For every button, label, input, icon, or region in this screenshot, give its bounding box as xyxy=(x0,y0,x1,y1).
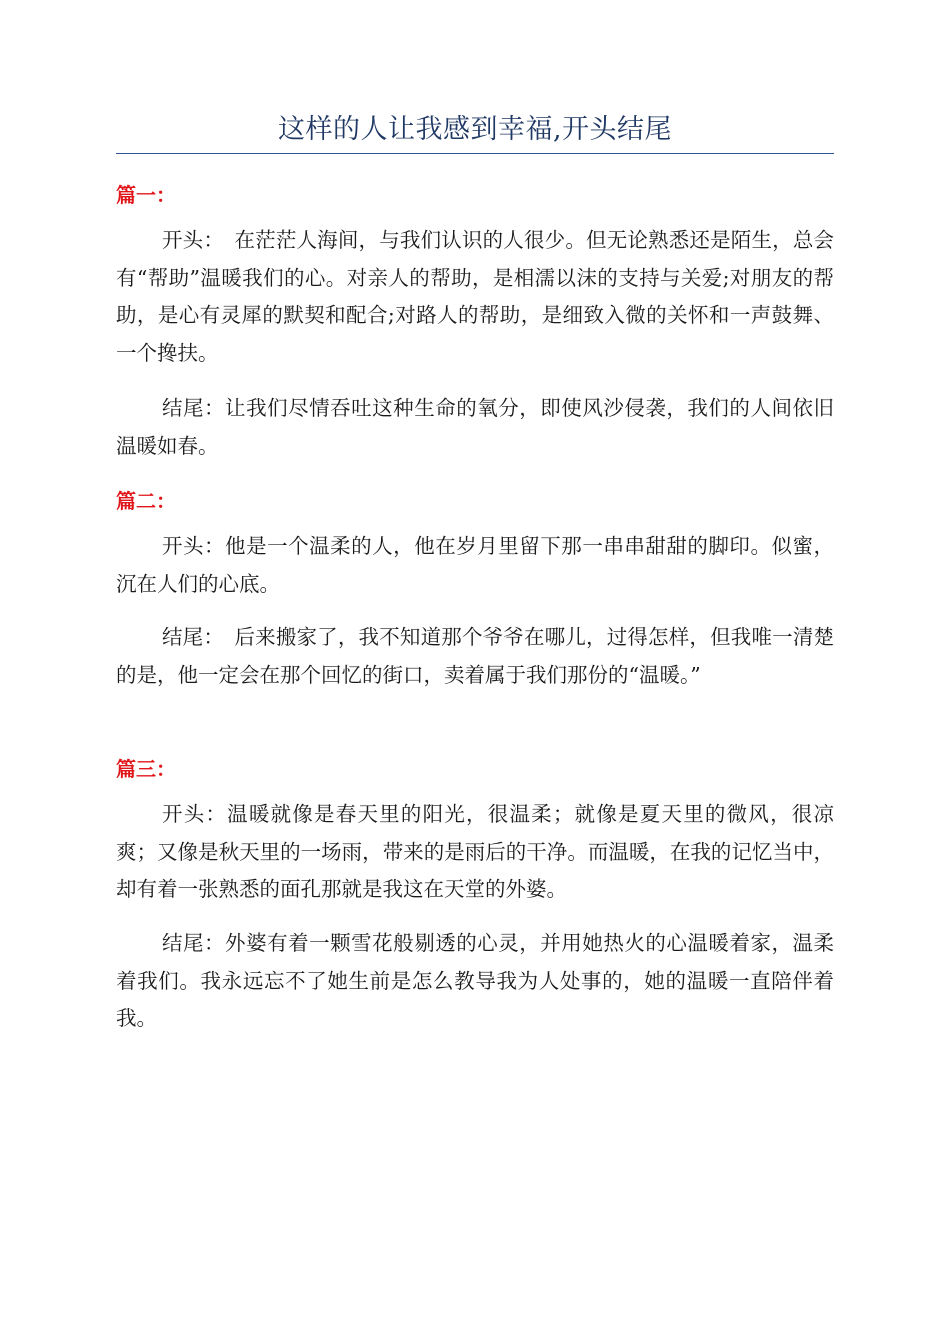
section-heading-1: 篇一： xyxy=(116,183,176,207)
section-1-ending: 结尾：让我们尽情吞吐这种生命的氧分，即使风沙侵袭，我们的人间依旧温暖如春。 xyxy=(116,396,834,458)
section-2-ending: 结尾： 后来搬家了，我不知道那个爷爷在哪儿，过得怎样，但我唯一清楚的是，他一定会在那个回忆的街口，卖着属于我们那份的“温暖。” xyxy=(116,625,834,687)
document-title: 这样的人让我感到幸福,开头结尾 xyxy=(277,114,673,145)
section-1-opening: 开头： 在茫茫人海间，与我们认识的人很少。但无论熟悉还是陌生，总会有“帮助”温暖我们的心。对亲人的帮助，是相濡以沫的支持与关爱;对朋友的帮助，是心有灵犀的默契和配合;对路人的帮助，是细致入微的关怀和一声鼓舞、一个搀扶。 xyxy=(116,228,834,365)
section-heading-3: 篇三： xyxy=(116,757,176,781)
section-3-opening: 开头：温暖就像是春天里的阳光，很温柔；就像是夏天里的微风，很凉爽；又像是秋天里的一场雨，带来的是雨后的干净。而温暖，在我的记忆当中，却有着一张熟悉的面孔那就是我这在天堂的外婆。 xyxy=(116,802,834,901)
title-underline xyxy=(116,153,834,154)
section-3-ending: 结尾：外婆有着一颗雪花般剔透的心灵，并用她热火的心温暖着家，温柔着我们。我永远忘不了她生前是怎么教导我为人处事的，她的温暖一直陪伴着我。 xyxy=(116,931,834,1030)
section-2-opening: 开头：他是一个温柔的人，他在岁月里留下那一串串甜甜的脚印。似蜜，沉在人们的心底。 xyxy=(116,534,834,596)
section-heading-2: 篇二： xyxy=(116,489,176,513)
